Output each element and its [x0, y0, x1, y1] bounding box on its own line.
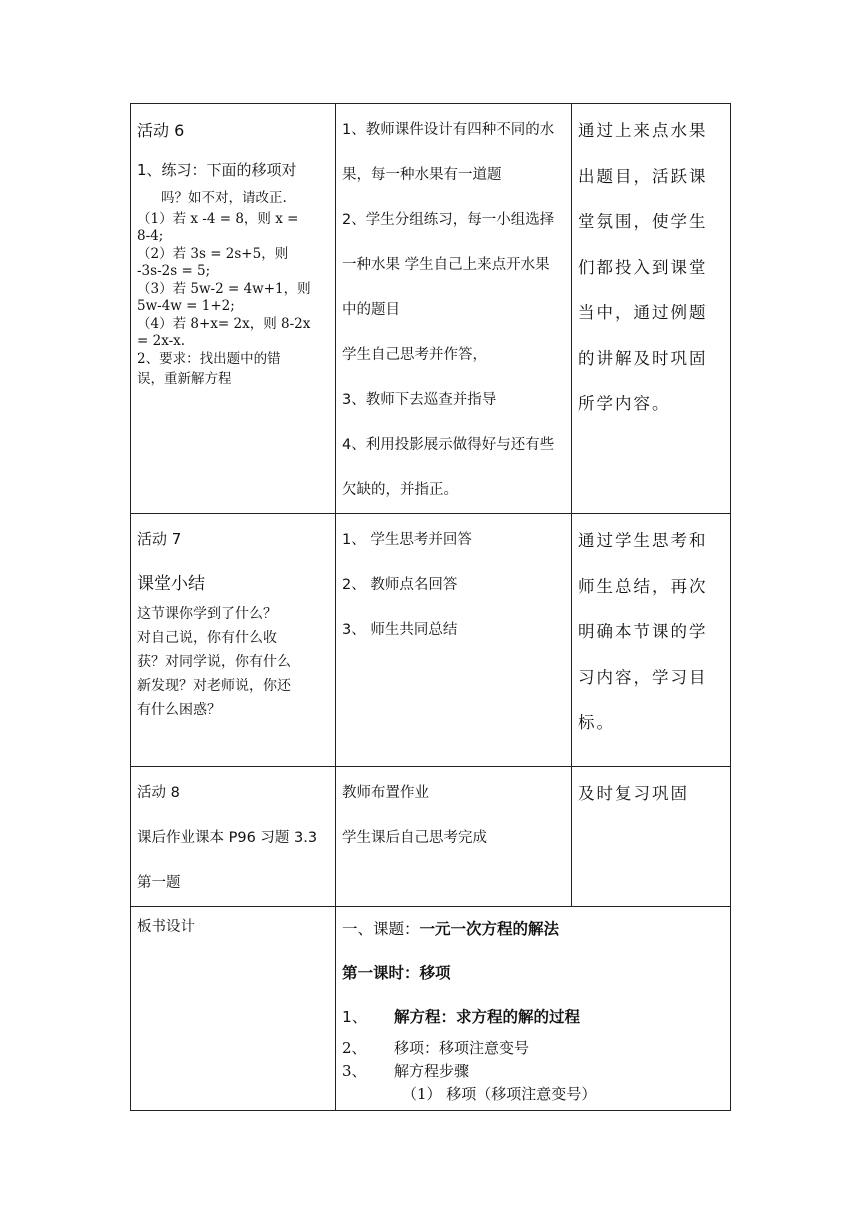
item-text: 移项：移项注意变号	[394, 1039, 530, 1057]
purpose-cell	[572, 514, 731, 767]
board-sub-item-1: （1） 移项（移项注意变号）	[402, 1085, 597, 1103]
requirement-line: 2、要求：找出题中的错	[137, 350, 281, 367]
exercise-item: （2）若 3s = 2s+5，则	[137, 245, 289, 262]
activity-line: 学生自己思考并作答，	[342, 347, 487, 363]
exercise-item: 8-4;	[137, 228, 164, 244]
board-topic-prefix: 一、课题：	[342, 920, 420, 938]
board-label-cell	[131, 907, 336, 1111]
activity-8-title: 活动 8	[137, 785, 180, 801]
item-number: 3、	[342, 1062, 367, 1080]
activity-line: 教师布置作业	[342, 785, 429, 801]
activity-line: 一种水果 学生自己上来点开水果	[342, 257, 550, 273]
activity-line: 3、教师下去巡查并指导	[342, 392, 497, 408]
purpose-cell	[572, 767, 731, 907]
item-text: 解方程：求方程的解的过程	[394, 1008, 581, 1026]
purpose-line: 出题目，活跃课	[578, 166, 708, 186]
exercise-item: = 2x-x.	[137, 333, 186, 349]
exercise-item: 5w-4w = 1+2;	[137, 298, 235, 314]
board-topic	[342, 907, 724, 939]
activity-line: 1、教师课件设计有四种不同的水	[342, 122, 555, 138]
table-row	[131, 907, 731, 1111]
purpose-line: 明确本节课的学	[578, 622, 708, 641]
activity-7-cell	[131, 514, 336, 767]
activity-6-title: 活动 6	[137, 121, 185, 140]
purpose-cell	[572, 104, 731, 514]
homework-line: 课后作业课本 P96 习题 3.3	[137, 830, 318, 846]
purpose-line: 的讲解及时巩固	[578, 348, 708, 368]
board-item-1	[342, 1005, 724, 1027]
activity-line: 2、学生分组练习，每一小组选择	[342, 212, 555, 228]
exercise-item: -3s-2s = 5;	[137, 263, 211, 279]
summary-subtitle: 课堂小结	[137, 574, 205, 594]
activity-line: 4、利用投影展示做得好与还有些	[342, 437, 555, 453]
summary-line: 新发现？对老师说，你还	[137, 678, 291, 694]
table-row	[131, 104, 731, 514]
summary-line: 有什么困惑？	[137, 702, 221, 718]
activity-line: 果，每一种水果有一道题	[342, 167, 502, 183]
purpose-line: 所学内容。	[578, 394, 671, 413]
activity-line: 学生课后自己思考完成	[342, 830, 487, 846]
purpose-line: 习内容，学习目	[578, 667, 708, 687]
activity-line: 欠缺的，并指正。	[342, 482, 458, 498]
teacher-activity-cell	[336, 514, 572, 767]
purpose-line: 通过上来点水果	[578, 121, 708, 140]
exercise-line-1: 1、练习：下面的移项对	[137, 161, 297, 179]
activity-line: 中的题目	[342, 302, 400, 318]
activity-8-cell	[131, 767, 336, 907]
summary-line: 对自己说，你有什么收	[137, 630, 277, 646]
purpose-line: 及时复习巩固	[578, 784, 689, 803]
purpose-line: 标。	[578, 713, 615, 732]
exercise-item: （3）若 5w-2 = 4w+1，则	[137, 280, 311, 297]
board-item-2	[342, 1037, 724, 1058]
purpose-line: 通过学生思考和	[578, 531, 708, 550]
teacher-activity-cell	[336, 104, 572, 514]
item-text: 解方程步骤	[394, 1062, 470, 1080]
summary-line: 这节课你学到了什么？	[137, 606, 277, 622]
table-row	[131, 514, 731, 767]
teacher-activity-cell	[336, 767, 572, 907]
board-design-cell	[336, 907, 731, 1111]
activity-line: 1、 学生思考并回答	[342, 532, 472, 548]
requirement-line: 误，重新解方程	[137, 371, 232, 387]
board-design-label: 板书设计	[137, 919, 195, 935]
purpose-line: 师生总结，再次	[578, 576, 708, 596]
activity-line: 3、 师生共同总结	[342, 622, 458, 638]
purpose-line: 堂氛围，使学生	[578, 212, 708, 231]
exercise-items	[137, 211, 329, 389]
exercise-item: （1）若 x -4 = 8，则 x =	[137, 210, 299, 227]
item-number: 2、	[342, 1039, 367, 1057]
table-row	[131, 767, 731, 907]
activity-7-title: 活动 7	[137, 530, 182, 548]
lesson-plan-table	[130, 103, 731, 1111]
exercise-item: （4）若 8+x= 2x，则 8-2x	[137, 315, 311, 332]
board-lesson: 第一课时：移项	[342, 964, 451, 982]
purpose-line: 们都投入到课堂	[578, 257, 708, 277]
activity-6-cell	[131, 104, 336, 514]
board-item-3	[342, 1060, 724, 1081]
exercise-line-2: 吗？如不对，请改正.	[161, 190, 287, 206]
activity-line: 2、 教师点名回答	[342, 577, 458, 593]
summary-line: 获？对同学说，你有什么	[137, 654, 291, 670]
purpose-line: 当中，通过例题	[578, 303, 708, 322]
item-number: 1、	[342, 1008, 368, 1026]
board-topic-title: 一元一次方程的解法	[419, 920, 560, 938]
homework-line: 第一题	[137, 875, 181, 891]
